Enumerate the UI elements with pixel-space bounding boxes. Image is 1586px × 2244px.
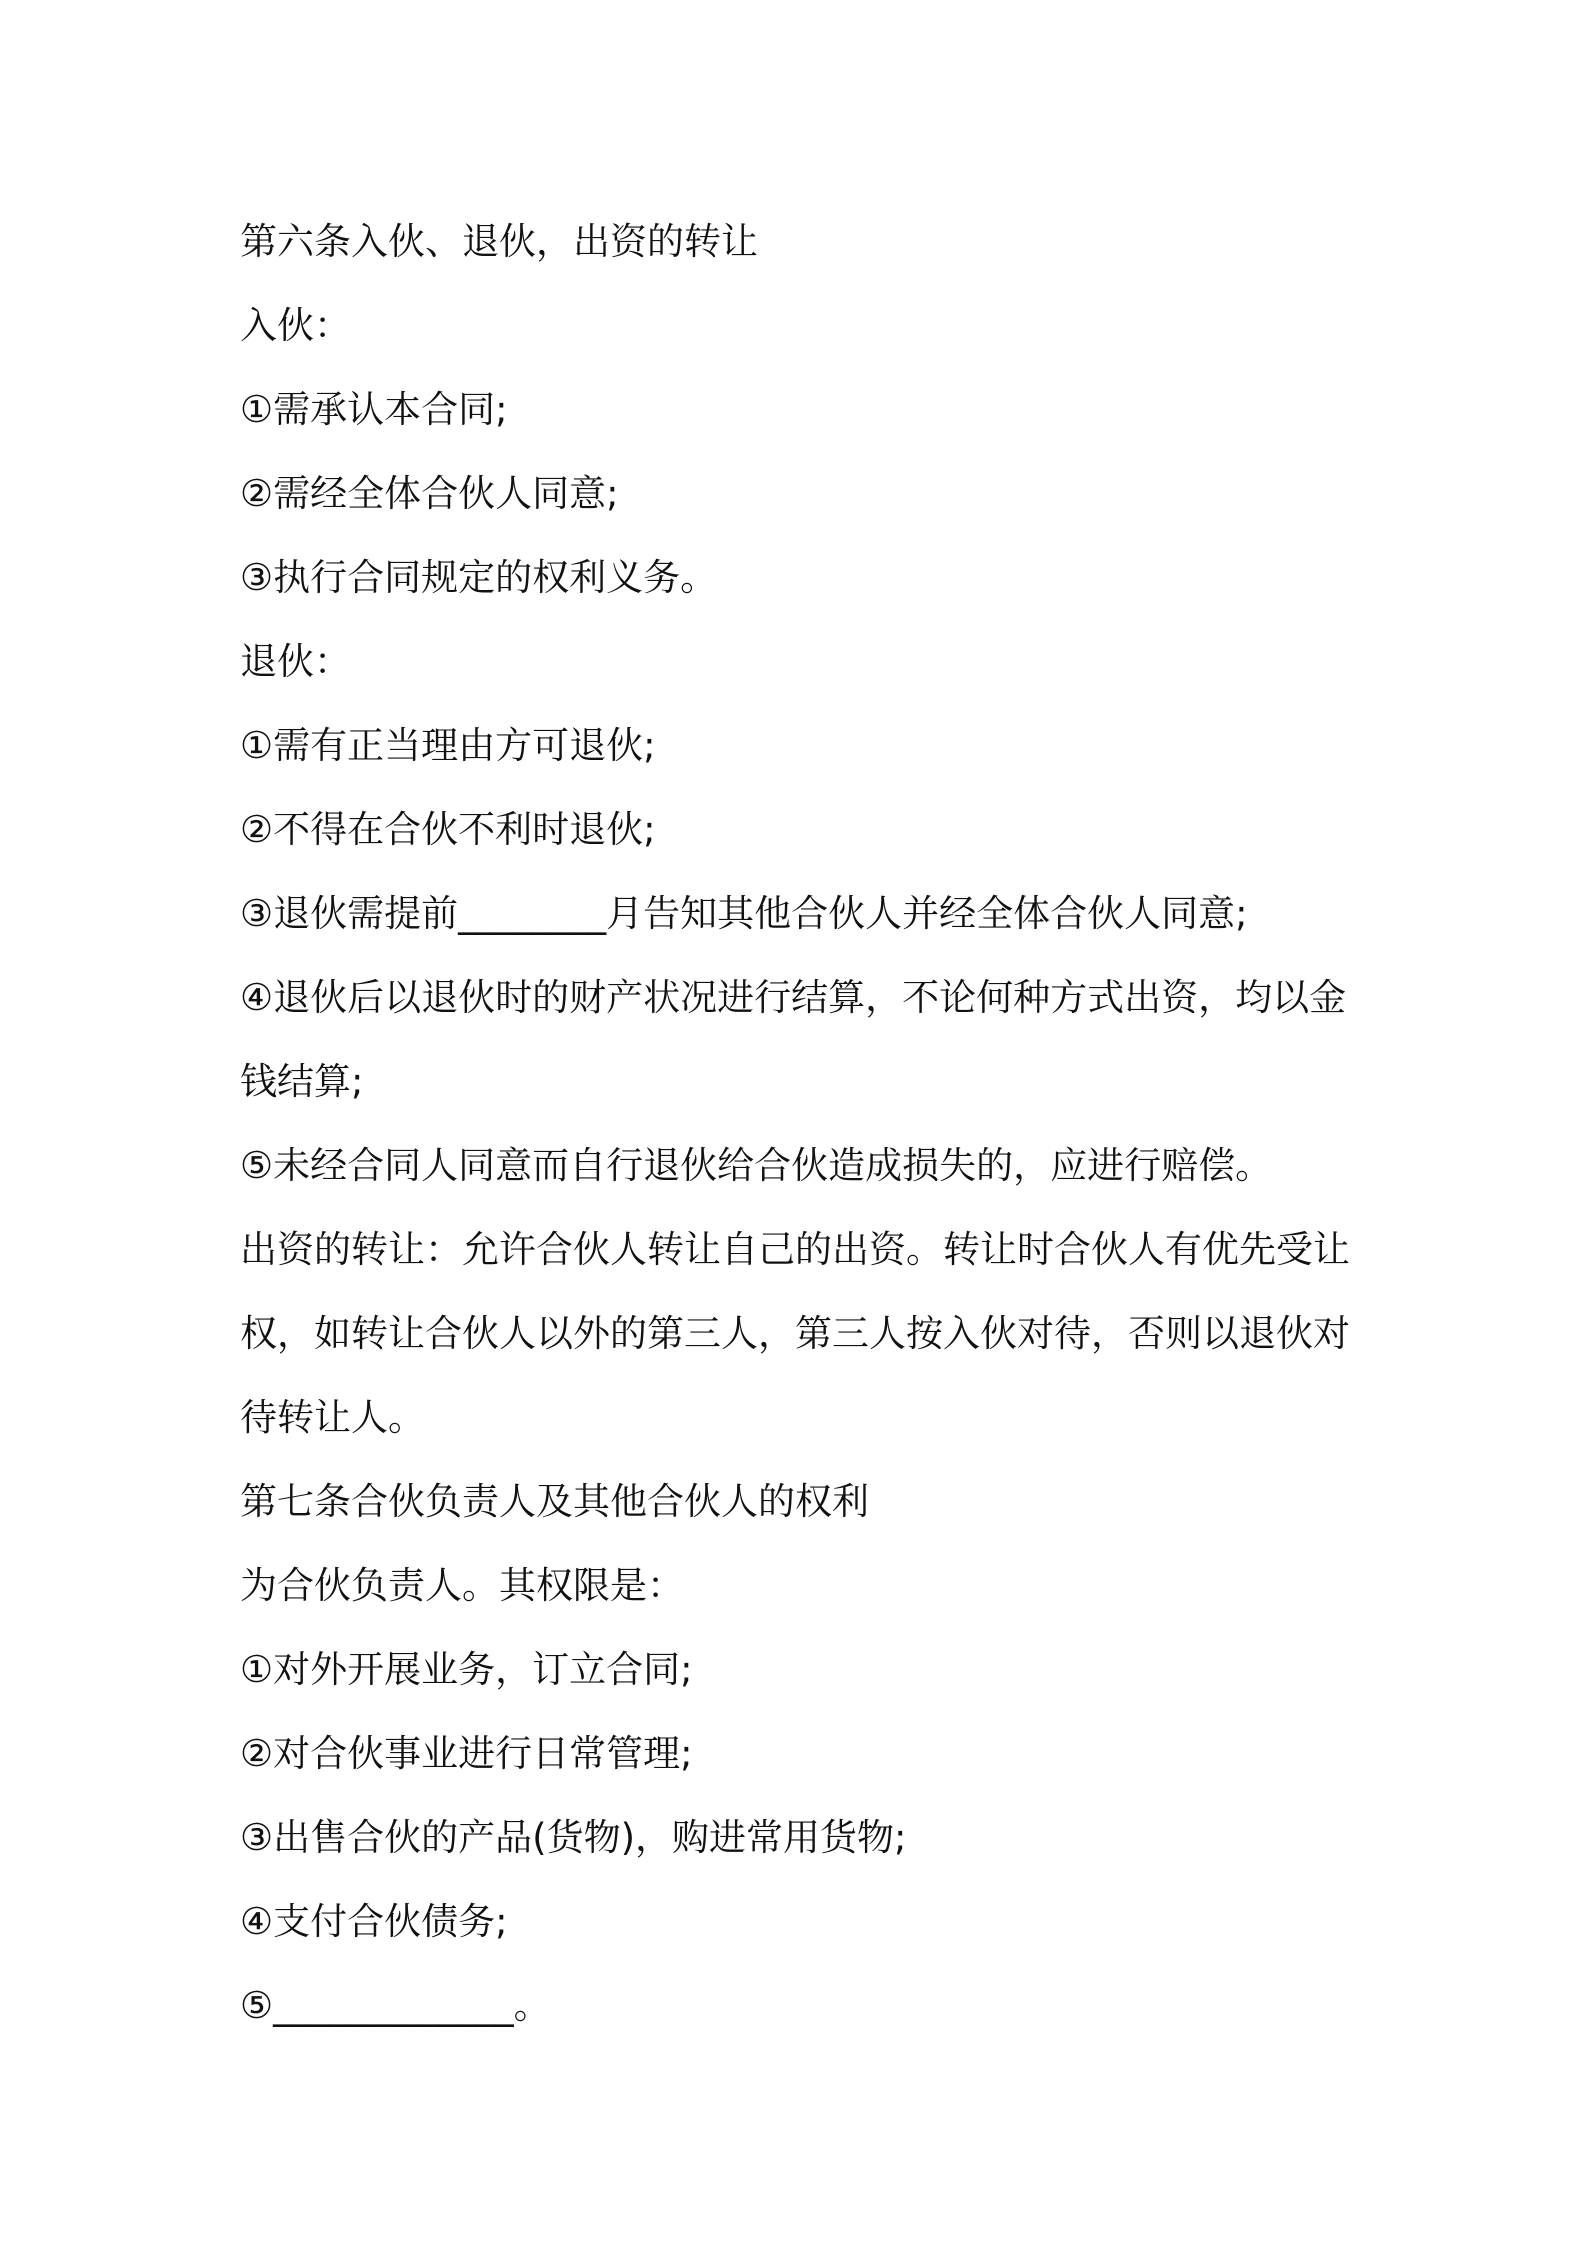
- joining-label: 入伙：: [240, 304, 351, 347]
- article-6-heading: 第六条入伙、退伙，出资的转让: [240, 220, 758, 263]
- authority-item-1: ①对外开展业务，订立合同;: [240, 1648, 693, 1691]
- transfer-paragraph-line-1: 出资的转让：允许合伙人转让自己的出资。转让时合伙人有优先受让: [240, 1228, 1350, 1271]
- withdrawal-item-1: ①需有正当理由方可退伙;: [240, 724, 656, 767]
- authority-item-2: ②对合伙事业进行日常管理;: [240, 1732, 693, 1775]
- withdrawal-item-2: ②不得在合伙不利时退伙;: [240, 808, 656, 851]
- authority-item-4: ④支付合伙债务;: [240, 1900, 508, 1943]
- joining-item-2: ②需经全体合伙人同意;: [240, 472, 619, 515]
- withdrawal-item-3: ③退伙需提前________月告知其他合伙人并经全体合伙人同意;: [240, 892, 1248, 935]
- transfer-paragraph-line-3: 待转让人。: [240, 1396, 425, 1439]
- joining-item-3: ③执行合同规定的权利义务。: [240, 556, 718, 599]
- withdrawal-item-4: ④退伙后以退伙时的财产状况进行结算，不论何种方式出资，均以金: [240, 976, 1347, 1019]
- responsible-person-line: 为合伙负责人。其权限是：: [240, 1564, 684, 1607]
- withdrawal-item-4-cont: 钱结算;: [240, 1060, 364, 1103]
- joining-item-1: ①需承认本合同;: [240, 388, 508, 431]
- withdrawal-label: 退伙：: [240, 640, 351, 683]
- authority-item-5: ⑤_____________。: [240, 1984, 551, 2027]
- authority-item-3: ③出售合伙的产品(货物)，购进常用货物;: [240, 1816, 907, 1859]
- withdrawal-item-5: ⑤未经合同人同意而自行退伙给合伙造成损失的，应进行赔偿。: [240, 1144, 1273, 1187]
- article-7-heading: 第七条合伙负责人及其他合伙人的权利: [240, 1480, 869, 1523]
- transfer-paragraph-line-2: 权，如转让合伙人以外的第三人，第三人按入伙对待，否则以退伙对: [240, 1312, 1350, 1355]
- document-body: [240, 200, 1380, 2048]
